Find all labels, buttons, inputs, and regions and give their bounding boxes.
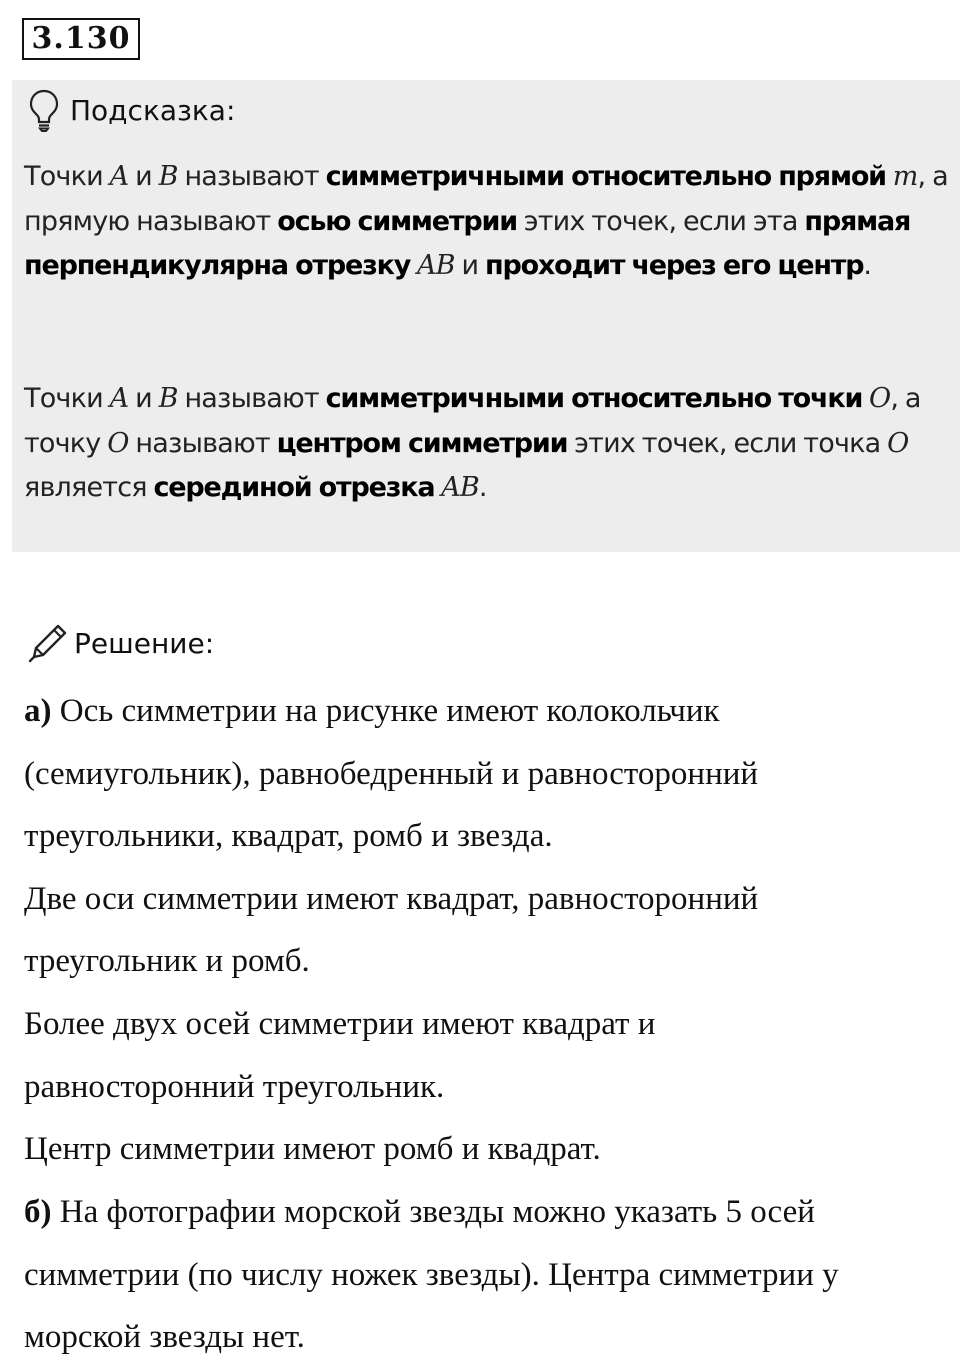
solution-title: Решение: — [74, 626, 215, 660]
task-number: 3.130 — [22, 18, 140, 60]
solution-line: а) Ось симметрии на рисунке имеют колокольчик — [24, 693, 720, 729]
point-o: O — [887, 427, 909, 459]
term-through-center: проходит через его центр — [485, 250, 864, 281]
solution-line: треугольники, квадрат, ромб и звезда. — [24, 818, 553, 854]
hint-title: Подсказка: — [70, 93, 236, 127]
solution-line: Центр симметрии имеют ромб и квадрат. — [24, 1131, 601, 1167]
hint-paragraph-center: Точки A и B называют симметричными относительно точки O, а точку O называют центром симметрии этих точек, если точка O является серединой отрезка AB. — [24, 383, 921, 503]
solution-header — [26, 618, 214, 668]
solution-line: морской звезды нет. — [24, 1319, 305, 1355]
solution-line: равносторонний треугольник. — [24, 1069, 445, 1105]
point-a: A — [109, 383, 129, 414]
term-center-of-symmetry: центром симметрии — [276, 427, 568, 459]
point-b: B — [158, 383, 178, 414]
term-midpoint: серединой отрезка — [153, 472, 435, 503]
item-label: б) — [24, 1194, 52, 1230]
term-perpendicular: прямая перпендикулярна отрезку — [24, 205, 911, 281]
term-axis-symmetric: симметричными относительно прямой — [325, 161, 886, 192]
solution-line: симметрии (по числу ножек звезды). Центра симметрии у — [24, 1257, 839, 1293]
point-a: A — [109, 161, 129, 192]
solution-line: треугольник и ромб. — [24, 943, 310, 979]
point-b: B — [158, 161, 178, 192]
solution-line: Более двух осей симметрии имеют квадрат и — [24, 1006, 656, 1042]
pencil-icon — [26, 621, 70, 665]
term-axis-of-symmetry: осью симметрии — [277, 205, 517, 237]
solution-line: Две оси симметрии имеют квадрат, равносторонний — [24, 881, 759, 917]
solution-line: (семиугольник), равнобедренный и равносторонний — [24, 756, 759, 792]
segment-ab: AB — [441, 472, 479, 503]
segment-ab: AB — [416, 250, 455, 281]
point-o: O — [107, 427, 129, 459]
line-m: m — [892, 161, 918, 192]
hint-paragraph-axis: Точки A и B называют симметричными относительно прямой m, а прямую называют осью симметрии этих точек, если эта прямая перпендикулярна отрезку AB и проходит через его центр. — [24, 161, 948, 281]
item-label: а) — [24, 693, 52, 729]
term-point-symmetric: симметричными относительно точки — [325, 383, 863, 414]
solution-line: б) На фотографии морской звезды можно указать 5 осей — [24, 1194, 815, 1230]
lightbulb-icon — [28, 88, 60, 132]
point-o: O — [869, 383, 891, 414]
hint-header — [28, 88, 235, 132]
